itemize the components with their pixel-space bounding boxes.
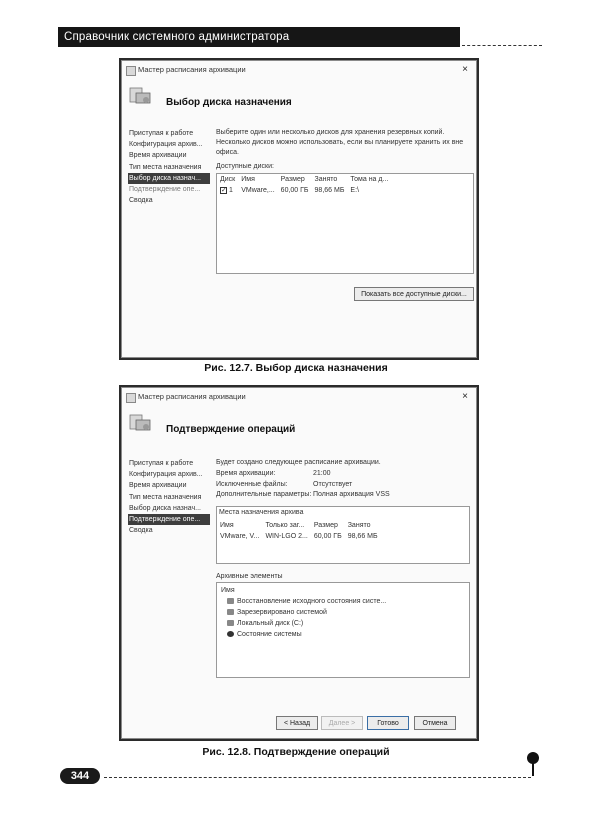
footer-marker-stem bbox=[532, 762, 534, 776]
column-header[interactable]: Только заг... bbox=[265, 521, 305, 529]
footer-marker-dot bbox=[527, 752, 539, 764]
wizard-content bbox=[216, 128, 468, 274]
step-confirmation: Подтверждение опе... bbox=[129, 185, 201, 193]
item-label: Восстановление исходного состояния систе... bbox=[237, 597, 387, 605]
size-cell: 60,00 ГБ bbox=[280, 187, 309, 194]
column-header[interactable]: Размер bbox=[280, 176, 305, 183]
close-icon[interactable]: × bbox=[462, 391, 468, 402]
items-list[interactable] bbox=[216, 582, 470, 678]
column-header[interactable]: Имя bbox=[220, 521, 234, 529]
table-header-row bbox=[217, 174, 391, 185]
disk-number: 1 bbox=[229, 187, 233, 194]
wizard-window-select-disk bbox=[121, 60, 477, 358]
detail-key: Исключенные файлы: bbox=[216, 480, 288, 488]
cancel-button[interactable]: Отмена bbox=[414, 716, 456, 730]
wizard-window-confirmation bbox=[121, 387, 477, 739]
running-header: Справочник системного администратора bbox=[58, 27, 460, 47]
finish-button[interactable]: Готово bbox=[367, 716, 409, 730]
window-titlebar bbox=[122, 61, 476, 79]
size-cell: 60,00 ГБ bbox=[313, 532, 342, 540]
app-icon bbox=[126, 66, 136, 76]
header-dotted-rule bbox=[462, 45, 542, 46]
item-label: Зарезервировано системой bbox=[237, 608, 327, 616]
column-header[interactable]: Диск bbox=[220, 176, 236, 183]
disk-cell bbox=[217, 185, 238, 196]
step-summary: Сводка bbox=[129, 527, 153, 535]
table-row[interactable] bbox=[217, 185, 391, 196]
detail-value: 21:00 bbox=[313, 470, 331, 477]
window-title: Мастер расписания архивации bbox=[138, 392, 246, 401]
wizard-content bbox=[216, 458, 468, 678]
column-header[interactable]: Имя bbox=[241, 176, 255, 183]
next-button[interactable]: Далее > bbox=[321, 716, 363, 730]
label-cell: WIN-LGO 2... bbox=[265, 532, 308, 540]
table-row[interactable] bbox=[217, 531, 381, 542]
backup-wizard-icon bbox=[128, 412, 152, 434]
list-item[interactable] bbox=[217, 629, 469, 640]
step-destination-type[interactable]: Тип места назначения bbox=[129, 163, 202, 171]
window-titlebar bbox=[122, 388, 476, 406]
step-destination-type[interactable]: Тип места назначения bbox=[129, 493, 202, 501]
destinations-list[interactable] bbox=[216, 506, 470, 564]
figure-caption-12-8: Рис. 12.8. Подтверждение операций bbox=[202, 746, 390, 758]
step-confirmation[interactable]: Подтверждение опе... bbox=[128, 514, 210, 525]
detail-key: Время архивации: bbox=[216, 470, 276, 477]
drive-icon bbox=[227, 609, 234, 615]
system-state-icon bbox=[227, 631, 234, 637]
item-label: Локальный диск (C:) bbox=[237, 619, 304, 627]
used-cell: 98,66 МБ bbox=[314, 187, 345, 194]
page-number: 344 bbox=[60, 768, 100, 784]
step-select-disk[interactable]: Выбор диска назнач... bbox=[129, 504, 201, 512]
step-summary: Сводка bbox=[129, 197, 153, 205]
detail-row bbox=[216, 469, 468, 480]
column-header[interactable]: Занято bbox=[347, 521, 371, 529]
step-backup-time[interactable]: Время архивации bbox=[129, 152, 187, 160]
disk-checkbox[interactable]: ✓ bbox=[221, 187, 227, 194]
item-label: Состояние системы bbox=[237, 630, 302, 638]
disks-table bbox=[217, 174, 391, 196]
available-disks-label: Доступные диски: bbox=[216, 163, 274, 170]
items-label: Архивные элементы bbox=[216, 572, 283, 580]
column-header[interactable]: Занято bbox=[314, 176, 338, 183]
step-getting-started[interactable]: Приступая к работе bbox=[129, 130, 194, 137]
step-backup-time[interactable]: Время архивации bbox=[129, 482, 187, 490]
used-cell: 98,66 МБ bbox=[347, 532, 378, 540]
step-backup-config[interactable]: Конфигурация архив... bbox=[129, 141, 203, 149]
footer-dotted-rule bbox=[104, 777, 531, 778]
disks-list[interactable] bbox=[216, 173, 474, 274]
volumes-cell: E:\ bbox=[350, 187, 359, 194]
destinations-label: Места назначения архива bbox=[219, 508, 304, 516]
wizard-steps bbox=[128, 128, 210, 206]
table-header-row bbox=[217, 520, 381, 531]
back-button[interactable]: < Назад bbox=[276, 716, 318, 730]
description-text: Выберите один или несколько дисков для хранения резервных копий. Несколько дисков можно использовать, если вы планируете хранить их вне офиса. bbox=[216, 129, 464, 156]
detail-value: Полная архивация VSS bbox=[313, 491, 390, 498]
window-title: Мастер расписания архивации bbox=[138, 65, 246, 74]
list-item[interactable] bbox=[217, 596, 469, 607]
step-backup-config[interactable]: Конфигурация архив... bbox=[129, 471, 203, 479]
show-all-disks-button[interactable]: Показать все доступные диски... bbox=[354, 287, 474, 301]
wizard-steps bbox=[128, 458, 210, 536]
detail-key: Дополнительные параметры: bbox=[216, 491, 312, 498]
step-getting-started[interactable]: Приступая к работе bbox=[129, 460, 194, 467]
column-header[interactable]: Размер bbox=[313, 521, 338, 529]
intro-text: Будет создано следующее расписание архивации. bbox=[216, 459, 381, 466]
detail-value: Отсутствует bbox=[313, 480, 353, 488]
backup-wizard-icon bbox=[128, 85, 152, 107]
column-header[interactable]: Тома на д... bbox=[350, 176, 389, 183]
name-cell: VMware, V... bbox=[220, 532, 260, 540]
detail-row bbox=[216, 490, 468, 501]
app-icon bbox=[126, 393, 136, 403]
list-item[interactable] bbox=[217, 607, 469, 618]
list-item[interactable] bbox=[217, 618, 469, 629]
figure-caption-12-7: Рис. 12.7. Выбор диска назначения bbox=[204, 362, 388, 374]
detail-row bbox=[216, 480, 468, 491]
close-icon[interactable]: × bbox=[462, 64, 468, 75]
name-cell: VMware,... bbox=[241, 187, 275, 194]
page-heading: Выбор диска назначения bbox=[166, 97, 292, 108]
step-select-disk[interactable]: Выбор диска назнач... bbox=[128, 173, 210, 184]
items-header: Имя bbox=[221, 586, 235, 594]
system-restore-icon bbox=[227, 598, 234, 604]
destinations-table bbox=[217, 520, 381, 542]
drive-icon bbox=[227, 620, 234, 626]
page-heading: Подтверждение операций bbox=[166, 424, 296, 435]
